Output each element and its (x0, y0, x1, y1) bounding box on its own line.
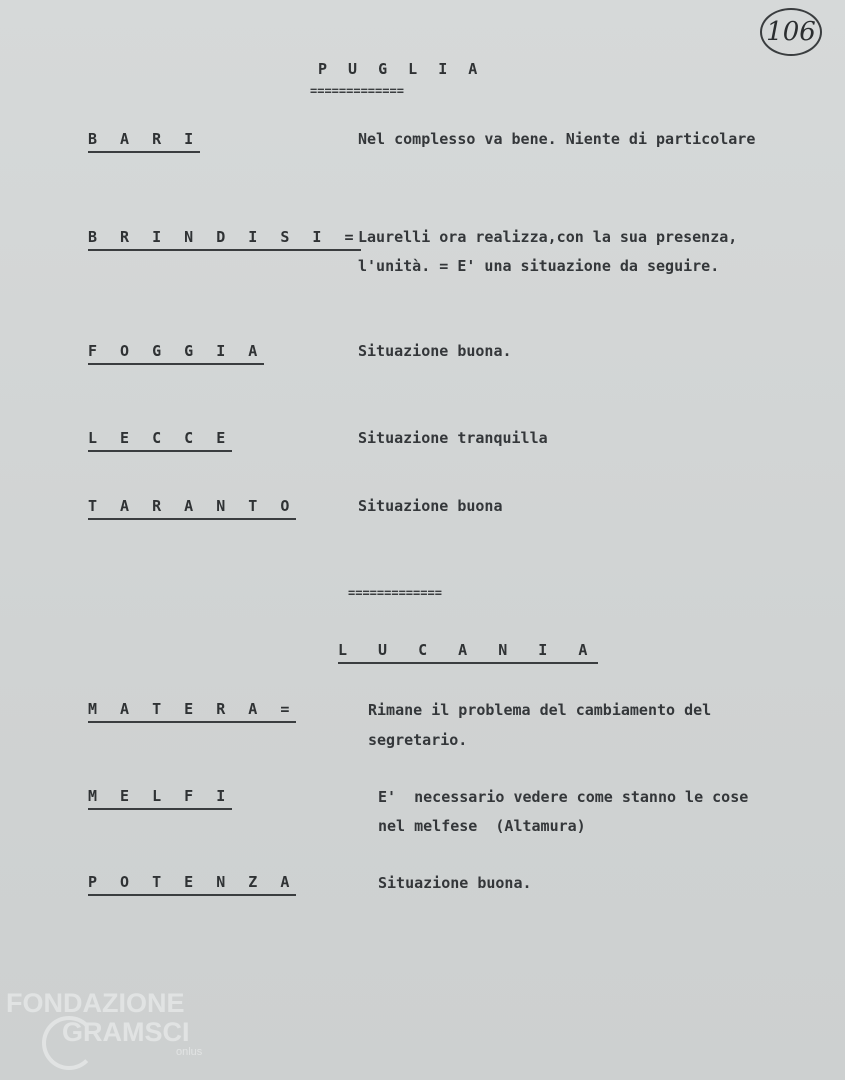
note-potenza-line1: Situazione buona. (378, 874, 532, 892)
note-matera-line1: Rimane il problema del cambiamento del (368, 701, 712, 719)
city-matera: M A T E R A = (88, 700, 296, 723)
city-taranto: T A R A N T O (88, 497, 296, 520)
section-title-lucania: L U C A N I A (338, 641, 598, 664)
city-melfi: M E L F I (88, 787, 232, 810)
city-foggia: F O G G I A (88, 342, 264, 365)
note-brindisi-line1: Laurelli ora realizza,con la sua presenza, (358, 228, 738, 246)
city-brindisi: B R I N D I S I = (88, 228, 361, 251)
note-bari-line1: Nel complesso va bene. Niente di particolare (358, 130, 756, 148)
watermark-line1: FONDAZIONE (6, 988, 185, 1018)
city-lecce: L E C C E (88, 429, 232, 452)
note-melfi-line1: E' necessario vedere come stanno le cose (378, 788, 749, 806)
note-foggia-line1: Situazione buona. (358, 342, 512, 360)
watermark-line3: onlus (176, 1046, 203, 1058)
note-melfi-line2: nel melfese (Altamura) (378, 817, 586, 835)
note-taranto-line1: Situazione buona (358, 497, 503, 515)
section-title-puglia: P U G L I A (318, 60, 484, 78)
note-matera-line2: segretario. (368, 731, 468, 749)
gramsci-logo-icon (42, 1016, 96, 1070)
note-brindisi-line2: l'unità. = E' una situazione da seguire. (358, 257, 720, 275)
page-number: 106 (760, 8, 822, 56)
fondazione-gramsci-watermark (6, 988, 216, 1058)
section-separator: ============= (348, 586, 442, 600)
watermark-line2: GRAMSCI (62, 1017, 190, 1047)
city-potenza: P O T E N Z A (88, 873, 296, 896)
city-bari: B A R I (88, 130, 200, 153)
section-underline-puglia: ============= (310, 84, 404, 98)
note-lecce-line1: Situazione tranquilla (358, 429, 548, 447)
